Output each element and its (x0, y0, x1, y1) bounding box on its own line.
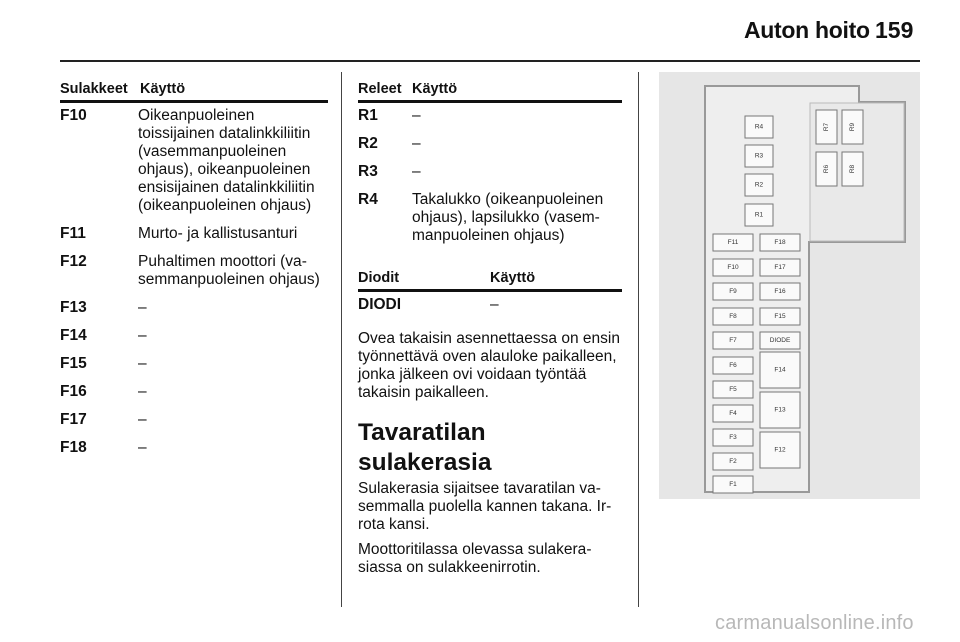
fuse-id: F11 (60, 225, 86, 242)
relay-id: R2 (358, 135, 378, 152)
fuse-id: F10 (60, 107, 87, 124)
relay-r7-label: R7 (823, 122, 831, 132)
relay-r1-label: R1 (754, 211, 764, 219)
table-row (60, 439, 328, 457)
table-row (60, 383, 328, 401)
slot-f16-label: F16 (774, 288, 786, 296)
relay-r4-label: R4 (754, 123, 764, 131)
col-header-diodes: Diodit (358, 270, 400, 286)
table-row (358, 191, 622, 245)
fuse-id: F14 (60, 327, 87, 344)
fuse-usage: – (138, 383, 147, 400)
fuse-id: F13 (60, 299, 87, 316)
table-rule (358, 100, 622, 103)
relay-r2-label: R2 (754, 181, 764, 189)
diode-id: DIODI (358, 296, 402, 313)
relay-r8-label: R8 (849, 164, 857, 174)
fuse-f2-label: F2 (729, 458, 737, 466)
relay-r9-label: R9 (849, 122, 857, 132)
fuse-f13-label: F13 (774, 406, 786, 414)
fuse-f6-label: F6 (729, 362, 737, 370)
relay-usage: Takalukko (oikeanpuoleinen ohjaus), lapsilukko (vasemmanpuoleinen ohjaus) (412, 191, 604, 244)
header-rule (60, 60, 920, 62)
slot-f18-label: F18 (774, 239, 786, 247)
fuse-f14-label: F14 (774, 366, 786, 374)
fuse-box-figure (659, 72, 920, 499)
fuse-usage: – (138, 411, 147, 428)
fuse-id: F17 (60, 411, 87, 428)
table-rule (358, 289, 622, 292)
slot-diode-label: DIODE (769, 337, 791, 345)
running-header-title: Auton hoito (744, 17, 870, 43)
diode-table-header (358, 269, 622, 289)
fuse-usage: – (138, 439, 147, 456)
relay-id: R3 (358, 163, 378, 180)
table-row (60, 225, 328, 243)
fuse-f8-label: F8 (729, 313, 737, 321)
table-row (60, 355, 328, 373)
relay-id: R4 (358, 191, 378, 208)
fuse-usage: Puhaltimen moottori (vasemmanpuoleinen ohjaus) (138, 253, 320, 288)
col-header-relays: Releet (358, 81, 402, 97)
fuse-f10-label: F10 (727, 264, 739, 272)
column-divider (638, 72, 639, 607)
body-paragraph: Sulakerasia sijaitsee tavaratilan vasemmalla puolella kannen takana. Irrota kansi. (358, 480, 612, 533)
table-row (60, 299, 328, 317)
fuse-table-header (60, 80, 328, 100)
table-row (60, 253, 328, 289)
relay-usage: – (412, 135, 421, 152)
relay-usage: – (412, 163, 421, 180)
table-row (358, 107, 622, 125)
table-row (60, 107, 328, 215)
slot-f17-label: F17 (774, 264, 786, 272)
fuse-usage: – (138, 355, 147, 372)
fuse-usage: – (138, 299, 147, 316)
fuse-f11-label: F11 (727, 239, 739, 247)
relay-table-header (358, 80, 622, 100)
table-rule (60, 100, 328, 103)
fuse-rows (60, 107, 328, 457)
relay-r6-label: R6 (823, 164, 831, 174)
fuse-f4-label: F4 (729, 410, 737, 418)
body-paragraph: Ovea takaisin asennettaessa on ensin työnnettävä oven alauloke paikalleen, jonka jälkeen ovi voidaan työntää takaisin paikalleen. (358, 330, 620, 401)
fuse-id: F12 (60, 253, 87, 270)
fuse-id: F18 (60, 439, 87, 456)
fuse-id: F16 (60, 383, 87, 400)
fuse-f5-label: F5 (729, 386, 737, 394)
column-divider (341, 72, 342, 607)
col-header-usage: Käyttö (412, 81, 458, 97)
fuse-usage: Oikeanpuoleinen toissijainen datalinkkiliitin (vasemmanpuoleinen ohjaus), oikeanpuoleinen ensisijainen datalinkkiliitin (oikeanpuoleinen ohjaus) (138, 107, 315, 214)
slot-f15-label: F15 (774, 313, 786, 321)
watermark: carmanualsonline.info (715, 612, 914, 634)
table-row (358, 135, 622, 153)
diode-usage: – (490, 296, 499, 313)
fuse-usage: – (138, 327, 147, 344)
section-heading: Tavaratilan sulakerasia (358, 419, 492, 476)
relay-r3-label: R3 (754, 152, 764, 160)
relay-usage: – (412, 107, 421, 124)
relay-id: R1 (358, 107, 378, 124)
table-row (60, 411, 328, 429)
page-number: 159 (875, 17, 914, 43)
fuse-f9-label: F9 (729, 288, 737, 296)
table-row (358, 163, 622, 181)
table-row (358, 296, 622, 314)
fuse-f7-label: F7 (729, 337, 737, 345)
col-header-usage: Käyttö (140, 81, 186, 97)
fuse-f3-label: F3 (729, 434, 737, 442)
col-header-usage: Käyttö (490, 270, 536, 286)
fuse-id: F15 (60, 355, 87, 372)
fuse-f1-label: F1 (729, 481, 737, 489)
col-header-fuses: Sulakkeet (60, 81, 128, 97)
middle-column (358, 80, 622, 577)
fuse-usage: Murto- ja kallistusanturi (138, 225, 298, 242)
table-row (60, 327, 328, 345)
body-paragraph: Moottoritilassa olevassa sulakerasiassa on sulakkeenirrotin. (358, 541, 592, 576)
fuse-box-diagram (659, 72, 920, 499)
fuse-f12-label: F12 (774, 446, 786, 454)
fuse-table (60, 80, 328, 457)
